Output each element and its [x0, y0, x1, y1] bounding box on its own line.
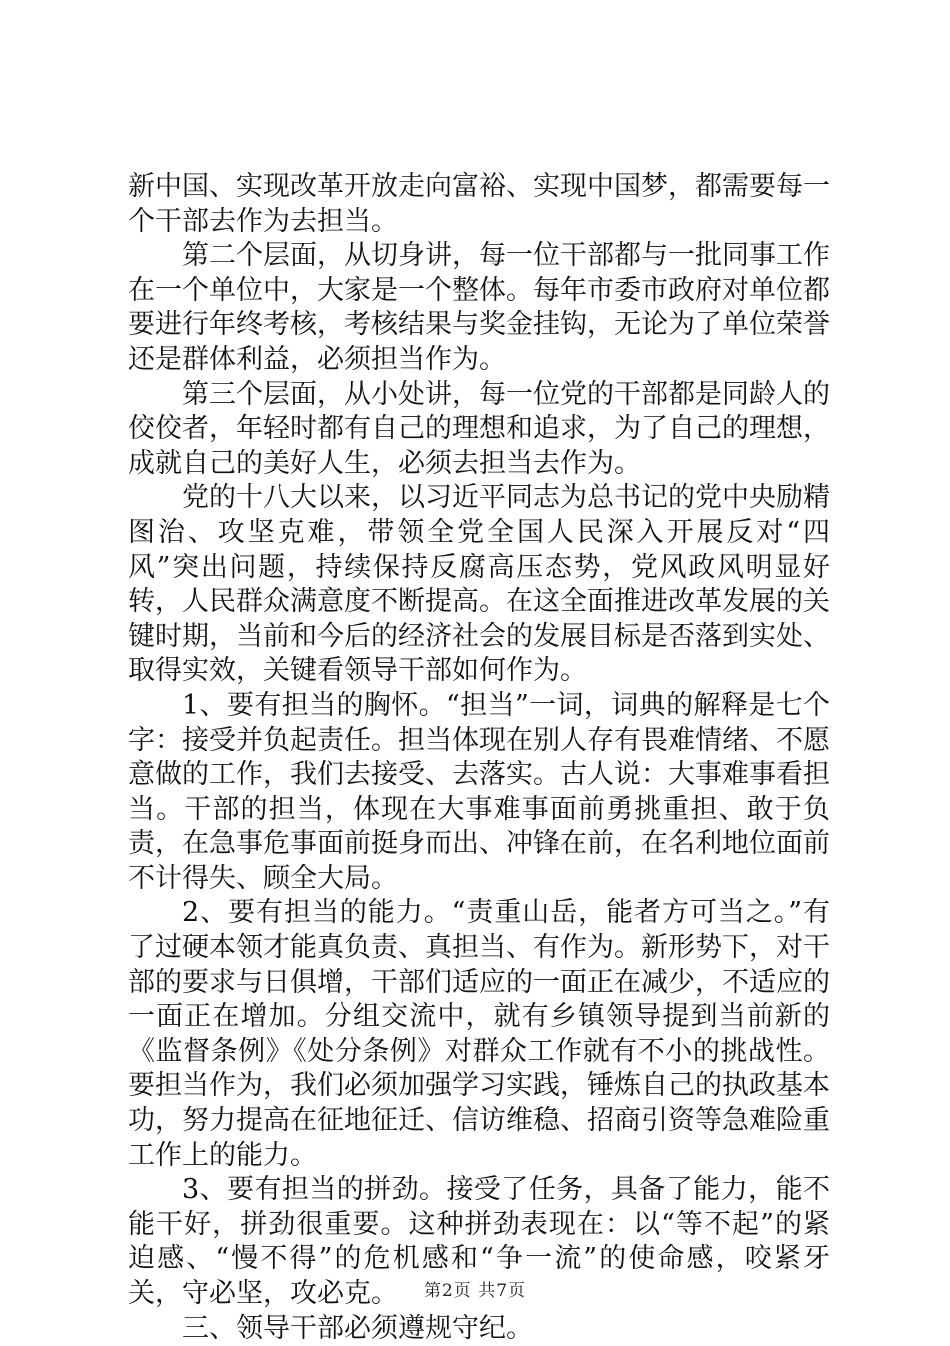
document-body: [128, 170, 830, 1346]
paragraph-4: 党的十八大以来，以习近平同志为总书记的党中央励精图治、攻坚克难，带领全党全国人民深入开展反对“四风”突出问题，持续保持反腐高压态势，党风政风明显好转，人民群众满意度不断提高。在这全面推进改革发展的关键时期，当前和今后的经济社会的发展目标是否落到实处、取得实效，关键看领导干部如何作为。: [128, 482, 830, 687]
section-heading: 三、领导干部必须遵规守纪。: [182, 1312, 533, 1344]
paragraph-1: 新中国、实现改革开放走向富裕、实现中国梦，都需要每一个干部去作为去担当。: [128, 171, 830, 237]
paragraph-3: 第三个层面，从小处讲，每一位党的干部都是同龄人的佼佼者，年轻时都有自己的理想和追求，为了自己的理想，成就自己的美好人生，必须去担当去作为。: [128, 378, 830, 479]
paragraph-5: 1、要有担当的胸怀。“担当”一词，词典的解释是七个字：接受并负起责任。担当体现在别人存有畏难情绪、不愿意做的工作，我们去接受、去落实。古人说：大事难事看担当。干部的担当，体现在大事难事面前勇挑重担、敢于负责，在急事危事面前挺身而出、冲锋在前，在名利地位面前不计得失、顾全大局。: [128, 689, 830, 894]
paragraph-7: 3、要有担当的拼劲。接受了任务，具备了能力，能不能干好，拼劲很重要。这种拼劲表现在：以“等不起”的紧迫感、“慢不得”的危机感和“争一流”的使命感，咬紧牙关，守必坚，攻必克。: [128, 1174, 830, 1309]
paragraph-6: 2、要有担当的能力。“责重山岳，能者方可当之。”有了过硬本领才能真负责、真担当、有作为。新形势下，对干部的要求与日俱增，干部们适应的一面正在减少，不适应的一面正在增加。分组交流中，就有乡镇领导提到当前新的《监督条例》《处分条例》对群众工作就有不小的挑战性。要担当作为，我们必须加强学习实践，锤炼自己的执政基本功，努力提高在征地征迁、信访维稳、招商引资等急难险重工作上的能力。: [128, 897, 830, 1171]
page-number-footer: 第2页 共7页: [423, 1281, 527, 1301]
paragraph-2: 第二个层面，从切身讲，每一位干部都与一批同事工作在一个单位中，大家是一个整体。每年市委市政府对单位都要进行年终考核，考核结果与奖金挂钩，无论为了单位荣誉还是群体利益，必须担当作为。: [128, 240, 830, 375]
